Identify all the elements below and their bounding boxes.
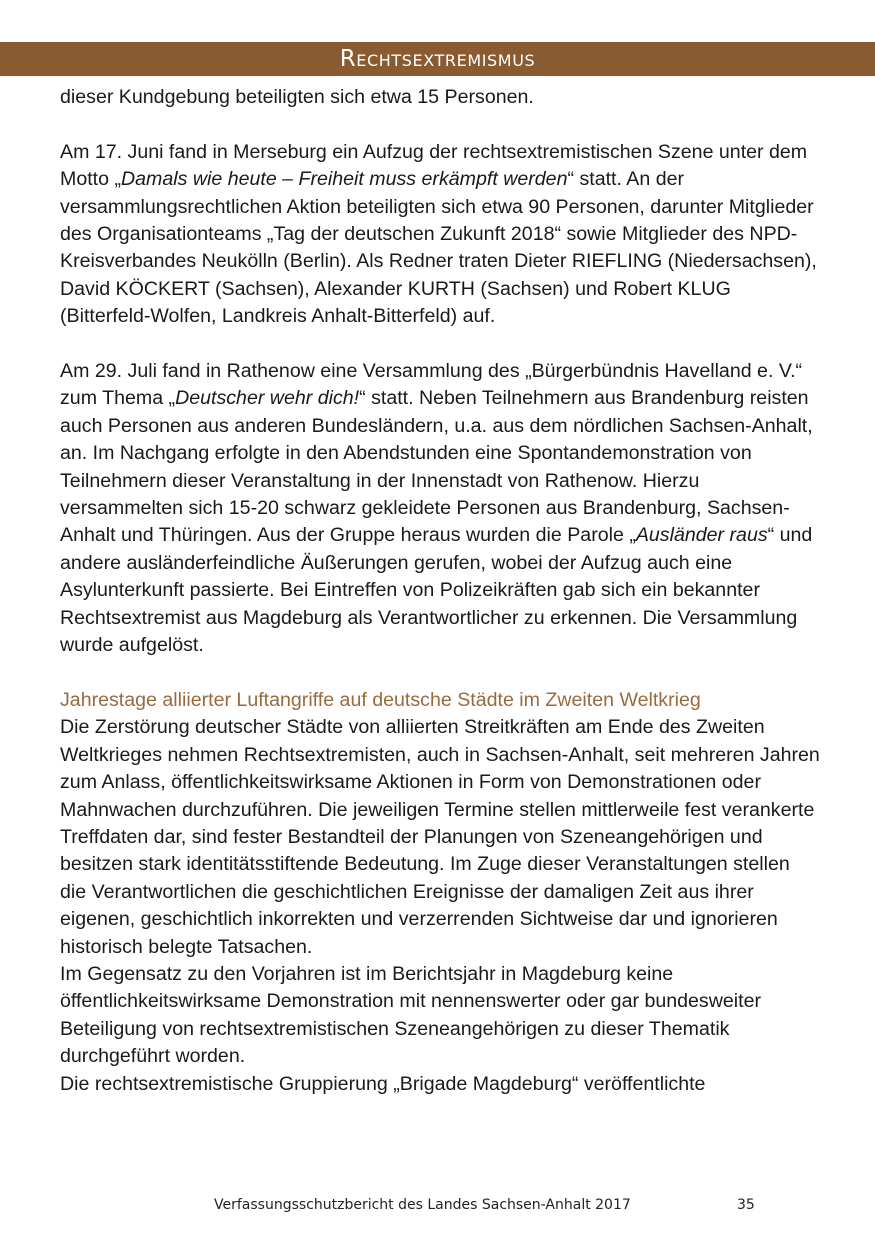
paragraph-brigade: Die rechtsextremistische Gruppierung „Brigade Magdeburg“ veröffentlichte	[60, 1072, 706, 1095]
paragraph-rathenow	[60, 358, 820, 659]
page-number: 35	[737, 1197, 755, 1213]
paragraph-zerstoerung: Die Zerstörung deutscher Städte von alliierten Streitkräften am Ende des Zweiten Weltkrieges nehmen Rechtsextremisten, auch in Sachsen-Anhalt, seit mehreren Jahren zum Anlass, öffentlichkeitswirksame Aktionen in Form von Demonstrationen oder Mahnwachen durchzuführen. Die jeweiligen Termine stellen mittlerweile fest verankerte Treffdaten dar, sind fester Bestandteil der Planungen von Szeneangehörigen und besitzen stark identitätsstiftende Bedeutung. Im Zuge dieser Veranstaltungen stellen die Verantwortlichen die geschichtlichen Ereignisse der damaligen Zeit aus ihrer eigenen, geschichtlich inkorrekten und verzerrenden Sichtweise dar und ignorieren historisch belegte Tatsachen.	[60, 716, 820, 958]
paragraph-rathenow-text-c: “ statt. Neben Teilnehmern aus Brandenburg reisten auch Personen aus anderen Bundesländern, u.a. aus dem nördlichen Sachsen-Anhalt, an. Im Nachgang erfolgte in den Abendstunden eine Spontandemonstration von Teilnehmern dieser Veranstaltung in der Innenstadt von Rathenow. Hierzu versammelten sich 15-20 schwarz gekleidete Personen aus Brandenburg, Sachsen-Anhalt und Thüringen. Aus der Gruppe heraus wurden die Parole „	[60, 387, 813, 547]
paragraph-rathenow-text-e: “ und andere ausländerfeindliche Äußerungen gerufen, wobei der Aufzug auch eine Asylunterkunft passierte. Bei Eintreffen von Polizeikräften gab sich ein bekannter Rechtsextremist aus Magdeburg als Verantwortlicher zu erkennen. Die Versammlung wurde aufgelöst.	[60, 524, 813, 657]
paragraph-merseburg	[60, 139, 820, 331]
paragraph-merseburg-text-c: “ statt. An der versammlungsrechtlichen Aktion beteiligten sich etwa 90 Personen, darunter Mitglieder des Organisationteams „Tag der deutschen Zukunft 2018“ sowie Mitglieder des NPD-Kreisverbandes Neukölln (Berlin). Als Redner traten Dieter RIEFLING (Niedersachsen), David KÖCKERT (Sachsen), Alexander KURTH (Sachsen) und Robert KLUG (Bitterfeld-Wolfen, Landkreis Anhalt-Bitterfeld) auf.	[60, 168, 817, 328]
subheading-jahrestage: Jahrestage alliierter Luftangriffe auf deutsche Städte im Zweiten Weltkrieg	[60, 688, 701, 711]
slogan-rathenow: Ausländer raus	[635, 524, 768, 547]
section-title: Rechtsextremismus	[339, 46, 536, 72]
section-header-bar	[0, 42, 875, 76]
body-text	[60, 84, 820, 1098]
paragraph-1: dieser Kundgebung beteiligten sich etwa 15 Personen.	[60, 86, 534, 108]
paragraph-merseburg-text-a: Am 17. Juni fand in Merseburg ein Aufzug der rechtsextremistischen Szene unter dem Motto „	[60, 140, 808, 191]
footer-source: Verfassungsschutzbericht des Landes Sachsen-Anhalt 2017	[214, 1197, 631, 1213]
page-footer	[0, 1193, 875, 1217]
paragraph-rathenow-text-a: Am 29. Juli fand in Rathenow eine Versammlung des „Bürgerbündnis Havelland e. V.“ zum Thema „	[60, 360, 803, 410]
motto-merseburg: Damals wie heute – Freiheit muss erkämpft werden	[120, 168, 568, 191]
paragraph-gegensatz: Im Gegensatz zu den Vorjahren ist im Berichtsjahr in Magdeburg keine öffentlichkeitswirksame Demonstration mit nennenswerter oder gar bundesweiter Beteiligung von rechtsextremistischen Szeneangehörigen zu dieser Thematik durchgeführt worden.	[60, 962, 761, 1068]
motto-rathenow: Deutscher wehr dich!	[175, 387, 360, 410]
